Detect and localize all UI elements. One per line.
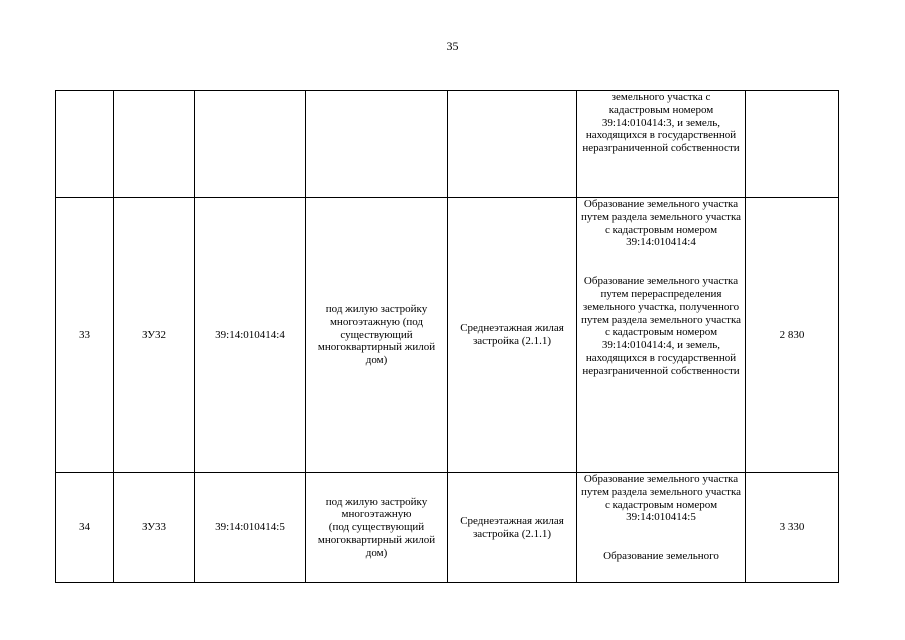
table-row: [56, 198, 839, 473]
cell-purpose: [306, 473, 448, 583]
cell-purpose: [306, 91, 448, 198]
cell-purpose: под жилую застройку многоэтажную (под существующий многоквартирный жилой дом): [306, 198, 448, 473]
cell-designation: ЗУ32: [114, 198, 195, 473]
page-number: 35: [446, 39, 459, 53]
land-plots-table: [55, 90, 839, 583]
cell-formation-method: [577, 198, 746, 473]
cell-permitted-use: Среднеэтажная жилая застройка (2.1.1): [448, 198, 577, 473]
cell-formation-method: [577, 473, 746, 583]
cell-designation: ЗУ33: [114, 473, 195, 583]
paragraph-gap: [580, 262, 742, 275]
formation-method-paragraph: Образование земельного: [603, 550, 719, 563]
cell-formation-method: земельного участка с кадастровым номером 39:14:010414:3, и земель, находящихся в государственной неразграниченной собственности: [577, 91, 746, 198]
paragraph-gap: [580, 249, 742, 262]
cell-number: [56, 91, 114, 198]
cell-permitted-use: Среднеэтажная жилая застройка (2.1.1): [448, 473, 577, 583]
cell-number: 33: [56, 198, 114, 473]
cell-cadastral-number: [195, 91, 306, 198]
cell-permitted-use: [448, 91, 577, 198]
cell-area: 3 330: [746, 473, 839, 583]
paragraph-gap: [580, 524, 742, 537]
purpose-line: под жилую застройку многоэтажную: [325, 495, 428, 521]
cell-cadastral-number: 39:14:010414:4: [195, 198, 306, 473]
cell-designation: [114, 91, 195, 198]
table-row: [56, 473, 839, 583]
cell-number: 34: [56, 473, 114, 583]
purpose-line: (под существующий многоквартирный жилой дом): [317, 521, 436, 559]
formation-method-paragraph: Образование земельного участка путем раздела земельного участка с кадастровым номером 39:14:010414:4: [580, 198, 742, 249]
cell-area: 2 830: [746, 198, 839, 473]
table-row-continuation: [56, 91, 839, 198]
formation-method-paragraph: Образование земельного участка путем раздела земельного участка с кадастровым номером 39:14:010414:5: [580, 473, 742, 524]
paragraph-gap: [580, 537, 742, 550]
formation-method-paragraph: Образование земельного участка путем перераспределения земельного участка, полученного путем раздела земельного участка с кадастровым номером 39:14:010414:4, и земель, находящихся в государственной неразграниченной собственности: [580, 275, 742, 377]
cell-area: [746, 91, 839, 198]
cell-cadastral-number: 39:14:010414:5: [195, 473, 306, 583]
